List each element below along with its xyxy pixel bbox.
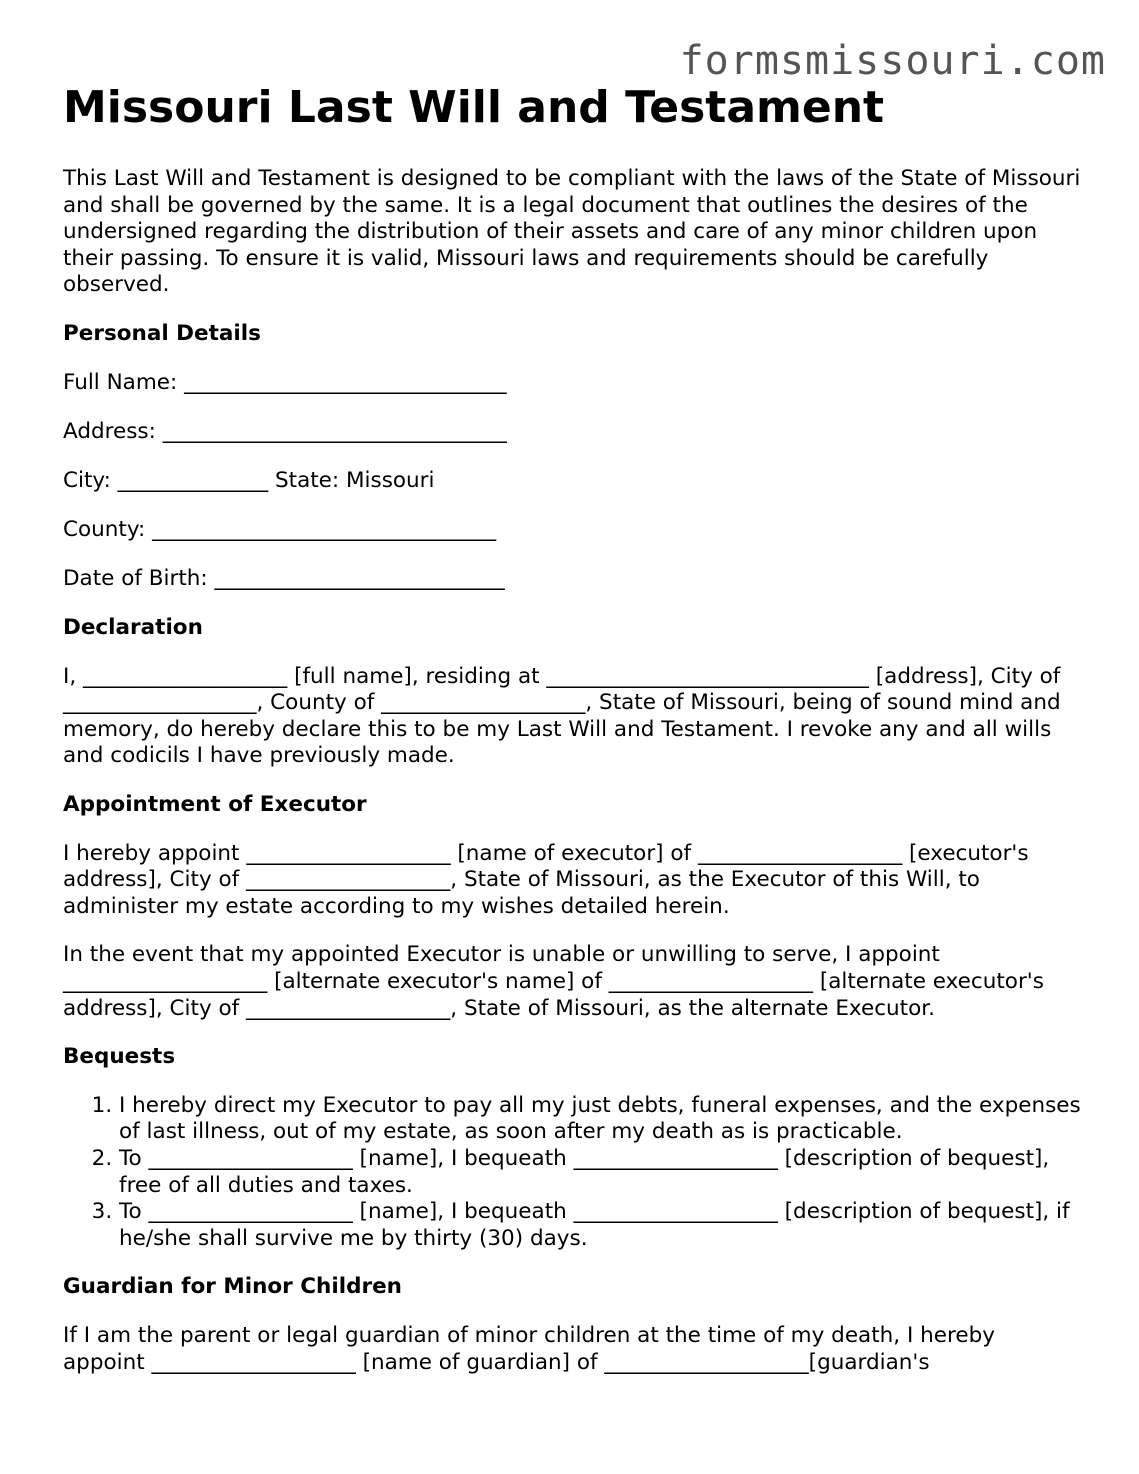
bequests-list — [63, 1093, 1083, 1253]
city-state-field: City: ______________ State: Missouri — [63, 467, 435, 493]
full-name-field: Full Name: ______________________________ — [63, 369, 507, 395]
list-item: 3. To ___________________ [name], I bequeath ___________________ [description of bequest], if he/she shall survive me by thirty (30) days. — [119, 1199, 1083, 1252]
county-field: County: ________________________________ — [63, 516, 497, 542]
date-of-birth-field: Date of Birth: ___________________________ — [63, 565, 505, 591]
declaration-paragraph: I, ___________________ [full name], residing at ______________________________ [address], City of __________________, County of ___________________, State of Missouri, being of sound mind and memory, do hereby declare this to be my Last Will and Testament. I revoke any and all wills and codicils I have previously made. — [63, 663, 1061, 769]
document-page — [63, 80, 1083, 1398]
guardian-heading: Guardian for Minor Children — [63, 1274, 402, 1300]
alternate-executor-paragraph: In the event that my appointed Executor is unable or unwilling to serve, I appoint ___________________ [alternate executor's name] of ___________________ [alternate executor's address], City of ___________________, State of Missouri, as the alternate Executor. — [63, 942, 1044, 1021]
declaration-heading: Declaration — [63, 615, 203, 641]
executor-paragraph: I hereby appoint ___________________ [name of executor] of ___________________ [executor's address], City of ___________________, State of Missouri, as the Executor of this Will, to administer my estate according to my wishes detailed herein. — [63, 840, 1029, 919]
list-item: 2. To ___________________ [name], I bequeath ___________________ [description of bequest], free of all duties and taxes. — [119, 1146, 1083, 1199]
guardian-paragraph: If I am the parent or legal guardian of minor children at the time of my death, I hereby appoint ___________________ [name of guardian] of ___________________[guardian's — [63, 1322, 995, 1375]
document-title: Missouri Last Will and Testament — [63, 82, 885, 133]
address-field: Address: ________________________________ — [63, 418, 507, 444]
executor-heading: Appointment of Executor — [63, 792, 367, 817]
personal-details-heading: Personal Details — [63, 320, 261, 346]
bequests-heading: Bequests — [63, 1044, 176, 1070]
list-item: 1. I hereby direct my Executor to pay all my just debts, funeral expenses, and the expenses of last illness, out of my estate, as soon after my death as is practicable. — [119, 1093, 1083, 1146]
intro-paragraph: This Last Will and Testament is designed to be compliant with the laws of the State of Missouri and shall be governed by the same. It is a legal document that outlines the desires of the undersigned regarding the distribution of their assets and care of any minor children upon their passing. To ensure it is valid, Missouri laws and requirements should be carefully observed. — [63, 166, 1081, 298]
site-watermark: formsmissouri.com — [679, 38, 1106, 84]
